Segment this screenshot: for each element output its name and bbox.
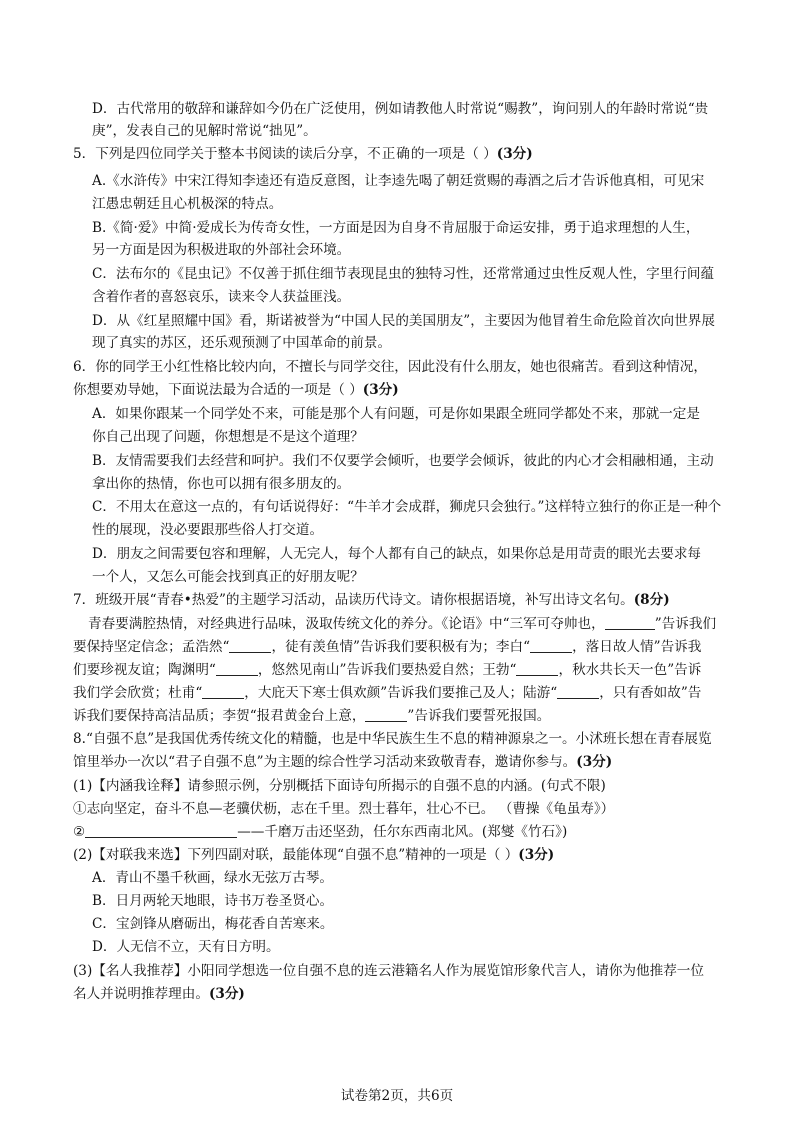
q8-stem-line1: 8.“自强不息”是我国优秀传统文化的精髓，也是中华民族生生不息的精神源泉之一。小沭班长想在青春展览 [73,731,712,747]
q7-text: ，悠然见南山”告诉我们要热爱自然；王勃“ [257,662,517,678]
q8-sub1-item2 [73,822,567,842]
q7-para-line4 [73,683,701,703]
q8-sub1-title: (1)【内涵我诠释】请参照示例，分别概括下面诗句所揭示的自强不息的内涵。(句式不限) [73,778,606,794]
q8-sub1-example: ①志向坚定，奋斗不息—老骥伏枥，志在千里。烈士暮年，壮心不已。 （曹操《龟虽寿》） [73,801,615,817]
q8-sub3-score: (3分) [208,986,245,1002]
q7-blank-4[interactable] [216,661,258,676]
q8-score: (3分) [576,754,613,770]
q5-stem-pre: 5．下列是四位同学关于整本书阅读的读后分享， [73,146,368,162]
q5-option-c-line1: C．法布尔的《昆虫记》不仅善于抓住细节表现昆虫的独特习性，还常常通过虫性反观人性，字里行间蕴 [92,266,715,282]
q8-sub2-option-b: B．日月两轮天地眼，诗书万卷圣贤心。 [92,893,334,909]
q8-sub3-line1: (3)【名人我推荐】小阳同学想选一位自强不息的连云港籍名人作为展览馆形象代言人，请你为他推荐一位 [73,963,704,979]
q7-para-line5 [73,706,550,726]
q5-option-b-line2: 另一方面是因为积极进取的外部社会环境。 [92,242,351,258]
q6-option-b-line1: B．友情需要我们去经营和呵护。我们不仅要学会倾听，也要学会倾诉，彼此的内心才会相融相通，主动 [92,453,714,469]
q8-sub3-line2 [73,984,245,1004]
q5-option-d-line1: D．从《红星照耀中国》看，斯诺被誉为“中国人民的美国朋友”，主要因为他冒着生命危险首次向世界展 [92,313,715,329]
q8-sub2-title [73,845,554,865]
q7-text: ，徒有羡鱼情”告诉我们要积极有为；李白“ [271,639,531,655]
q7-text: 诉我们要保持高洁品质；李贺“报君黄金台上意， [73,708,366,724]
q7-stem [73,590,670,610]
q5-option-a-line1: A.《水浒传》中宋江得知李逵还有造反意图，让李逵先喝了朝廷赏赐的毒酒之后才告诉他真相，可见宋 [92,173,705,189]
q6-option-d-line2: 一个人，又怎么可能会找到真正的好朋友呢？ [92,569,364,585]
q7-stem-text: 7．班级开展“青春•热爱”的主题学习活动，品读历代诗文。请你根据语境，补写出诗文名句。 [73,592,634,608]
q7-text: ，落日故人情”告诉我 [572,639,702,655]
q7-blank-8[interactable] [365,707,407,722]
q5-stem [73,144,533,164]
q5-option-c-line2: 含着作者的喜怒哀乐，读来令人获益匪浅。 [92,289,351,305]
q7-text: 们要珍视友谊；陶渊明“ [73,662,216,678]
q8-sub2-option-c: C．宝剑锋从磨砺出，梅花香自苦寒来。 [92,916,334,932]
q7-text: ，大庇天下寒士俱欢颜”告诉我们要推己及人；陆游“ [244,685,558,701]
q7-blank-2[interactable] [229,638,271,653]
q7-text: 要保持坚定信念；孟浩然“ [73,639,230,655]
q7-blank-5[interactable] [516,661,558,676]
q7-para-line2 [73,637,701,657]
q8-sub2-text: (2)【对联我来选】下列四副对联，最能体现“自强不息”精神的一项是（ ） [73,847,519,863]
q6-option-a-line1: A．如果你跟某一个同学处不来，可能是那个人有问题，可是你如果跟全班同学都处不来，那就一定是 [92,406,700,422]
q7-blank-6[interactable] [202,684,244,699]
q7-text: ”告诉我们要誓死报国。 [407,708,551,724]
q8-sub2-option-a: A．青山不墨千秋画，绿水无弦万古琴。 [92,870,333,886]
q6-option-c-line1: C．不用太在意这一点的，有句话说得好：“牛羊才会成群，狮虎只会独行。”这样特立独行的你正是一种个 [92,499,722,515]
q8-sub2-score: (3分) [518,847,555,863]
q6-option-c-line2: 性的展现，没必要跟那些俗人打交道。 [92,522,324,538]
page-footer: 试卷第2页，共6页 [340,1088,454,1104]
q7-text: 青春要满腔热情，对经典进行品味，汲取传统文化的养分。《论语》中“三军可夺帅也， [88,616,605,632]
q4-option-d-line2: 庚”，发表自己的见解时常说“拙见”。 [92,123,317,139]
q5-option-d-line2: 现了真实的苏区，还乐观预测了中国革命的前景。 [92,335,392,351]
q7-text: ，只有香如故”告 [599,685,702,701]
q7-score: (8分) [633,592,670,608]
q8-stem-text: 馆里举办一次以“君子自强不息”为主题的综合性学习活动来致敬青春，邀请你参与。 [73,754,577,770]
q6-option-d-line1: D．朋友之间需要包容和理解，人无完人，每个人都有自己的缺点，如果你总是用苛责的眼光去要求每 [92,546,702,562]
q8-sub1-item2-text: ——千磨万击还坚劲，任尔东西南北风。(郑燮《竹石》) [237,824,568,840]
q7-text: 我们学会欣赏；杜甫“ [73,685,203,701]
q6-stem-text: 你想要劝导她，下面说法最为合适的一项是（ ） [73,382,363,398]
q7-blank-3[interactable] [530,638,572,653]
q5-stem-post: 的一项是（ ） [410,146,497,162]
q6-score: (3分) [362,382,399,398]
q8-stem-line2 [73,752,612,772]
q8-sub2-option-d: D．人无信不立，天有日方明。 [92,939,280,955]
q7-blank-7[interactable] [557,684,599,699]
q6-option-a-line2: 你自己出现了问题，你想想是不是这个道理？ [92,429,364,445]
q8-sub3-text: 名人并说明推荐理由。 [73,986,209,1002]
q6-stem-line1: 6．你的同学王小红性格比较内向，不擅长与同学交往，因此没有什么朋友，她也很痛苦。看到这种情况， [73,359,707,375]
q4-option-d-line1: D．古代常用的敬辞和谦辞如今仍在广泛使用，例如请教他人时常说“赐教”，询问别人的年龄时常说“贵 [92,101,709,117]
q5-option-a-line2: 江愚忠朝廷且心机极深的特点。 [92,196,283,212]
q5-option-b-line1: B.《简·爱》中简·爱成长为传奇女性，一方面是因为自身不肯屈服于命运安排，勇于追求理想的人生， [92,220,700,236]
q7-para-line3 [73,660,701,680]
q7-text: ”告诉我们 [654,616,717,632]
q8-sub1-answer-blank[interactable] [85,823,237,838]
q6-stem-line2 [73,380,399,400]
q6-option-b-line2: 拿出你的热情，你也可以拥有很多朋友的。 [92,476,351,492]
q5-stem-emphasis: 不正确 [367,146,411,162]
q7-para-line1 [88,614,716,634]
q7-text: ，秋水共长天一色”告诉 [558,662,702,678]
q7-blank-1[interactable] [605,615,655,630]
q5-score: (3分) [496,146,533,162]
q8-sub1-item2-prefix: ② [73,824,86,840]
